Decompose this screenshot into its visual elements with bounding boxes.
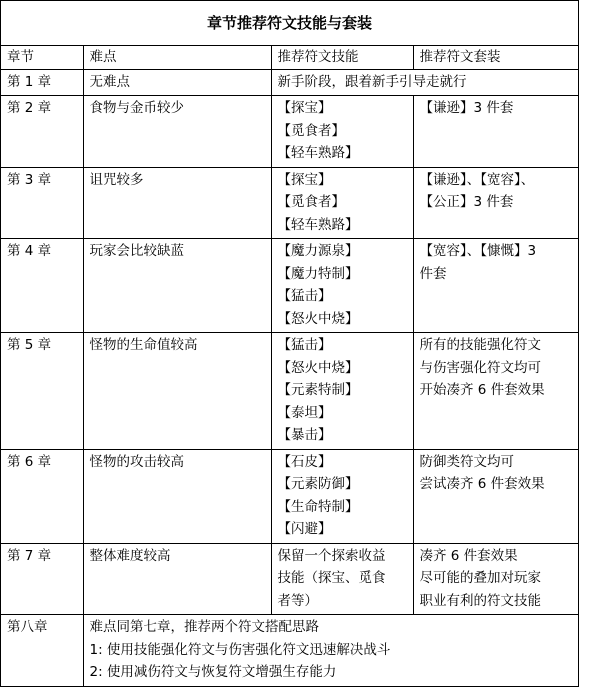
skill-item: 【魔力特制】: [277, 265, 359, 282]
skills-cell: [271, 543, 413, 615]
set-line: 开始凑齐 6 件套效果: [419, 382, 545, 398]
skill-item: 【元素特制】: [277, 382, 359, 398]
skill-item: 【生命特制】: [277, 498, 359, 515]
table-title: 章节推荐符文技能与套装: [1, 1, 578, 46]
note-line: 2: 使用减伤符文与恢复符文增强生存能力: [89, 664, 337, 680]
skill-item: 【元素防御】: [277, 476, 359, 492]
skill-item: 【探宝】: [277, 100, 332, 116]
chapter-cell: 第 3 章: [1, 167, 83, 239]
sets-cell: [413, 333, 578, 450]
skills-cell: [271, 239, 413, 333]
skill-item: 【探宝】: [277, 171, 332, 188]
chapter-cell: 第 6 章: [1, 449, 83, 543]
chapter-cell: 第 4 章: [1, 239, 83, 333]
difficulty-cell: 无难点: [83, 69, 271, 96]
header-difficulty: 难点: [83, 46, 271, 69]
difficulty-cell: 整体难度较高: [83, 543, 271, 615]
chapter-cell: 第 5 章: [1, 333, 83, 450]
merged-notes-cell: [83, 615, 578, 686]
sets-cell: [413, 167, 578, 239]
set-line: 尝试凑齐 6 件套效果: [419, 476, 545, 492]
skill-item: 【猛击】: [277, 337, 332, 353]
table-row: [1, 96, 578, 168]
set-line: 职业有利的符文技能: [419, 592, 541, 609]
table-row: [1, 167, 578, 239]
skill-item: 【怒火中烧】: [277, 359, 359, 376]
difficulty-cell: 玩家会比较缺蓝: [83, 239, 271, 333]
table-row: [1, 239, 578, 333]
skills-cell: [271, 333, 413, 450]
table-row: [1, 615, 578, 686]
set-line: 尽可能的叠加对玩家: [419, 570, 541, 586]
skills-cell: [271, 167, 413, 239]
skill-item: 【轻车熟路】: [277, 145, 359, 161]
difficulty-cell: 怪物的生命值较高: [83, 333, 271, 450]
chapter-cell: 第 2 章: [1, 96, 83, 168]
sets-cell: [413, 239, 578, 333]
header-chapter: 章节: [1, 46, 83, 69]
recommendation-table: [1, 46, 578, 686]
sets-cell: [413, 543, 578, 615]
skill-item: 【觅食者】: [277, 122, 345, 139]
skill-line: 者等）: [277, 592, 318, 609]
note-line: 难点同第七章，推荐两个符文搭配思路: [89, 619, 319, 635]
skill-item: 【觅食者】: [277, 194, 345, 210]
sets-cell: [413, 96, 578, 168]
skill-item: 【石皮】: [277, 453, 332, 470]
skill-line: 保留一个探索收益: [277, 547, 386, 564]
skill-item: 【暴击】: [277, 427, 332, 443]
set-line: 【宽容】、【慷慨】3: [419, 243, 537, 259]
header-skills: 推荐符文技能: [271, 46, 413, 69]
skills-cell: [271, 449, 413, 543]
skill-item: 【闪避】: [277, 521, 332, 537]
skill-item: 【猛击】: [277, 288, 332, 304]
skill-item: 【怒火中烧】: [277, 310, 359, 327]
set-line: 【公正】3 件套: [419, 194, 514, 210]
table-row: [1, 543, 578, 615]
set-line: 【谦逊】3 件套: [419, 100, 514, 116]
chapter-cell: 第 1 章: [1, 69, 83, 96]
sets-cell: [413, 449, 578, 543]
set-line: 防御类符文均可: [419, 453, 514, 470]
skill-line: 技能（探宝、觅食: [277, 570, 386, 586]
table-header-row: [1, 46, 578, 69]
table-row: [1, 449, 578, 543]
difficulty-cell: 怪物的攻击较高: [83, 449, 271, 543]
set-line: 件套: [419, 265, 447, 282]
skill-item: 【泰坦】: [277, 404, 332, 421]
difficulty-cell: 食物与金币较少: [83, 96, 271, 168]
header-sets: 推荐符文套装: [413, 46, 578, 69]
table-row: [1, 333, 578, 450]
chapter-cell: 第八章: [1, 615, 83, 686]
skill-item: 【轻车熟路】: [277, 216, 359, 233]
chapter-cell: 第 7 章: [1, 543, 83, 615]
merged-note-cell: 新手阶段，跟着新手引导走就行: [271, 69, 578, 96]
table-row: [1, 69, 578, 96]
difficulty-cell: 诅咒较多: [83, 167, 271, 239]
set-line: 凑齐 6 件套效果: [419, 547, 518, 564]
set-line: 所有的技能强化符文: [419, 337, 541, 353]
set-line: 【谦逊】、【宽容】、: [419, 171, 535, 188]
note-line: 1: 使用技能强化符文与伤害强化符文迅速解决战斗: [89, 641, 391, 658]
skill-item: 【魔力源泉】: [277, 243, 359, 259]
set-line: 与伤害强化符文均可: [419, 359, 541, 376]
skills-cell: [271, 96, 413, 168]
